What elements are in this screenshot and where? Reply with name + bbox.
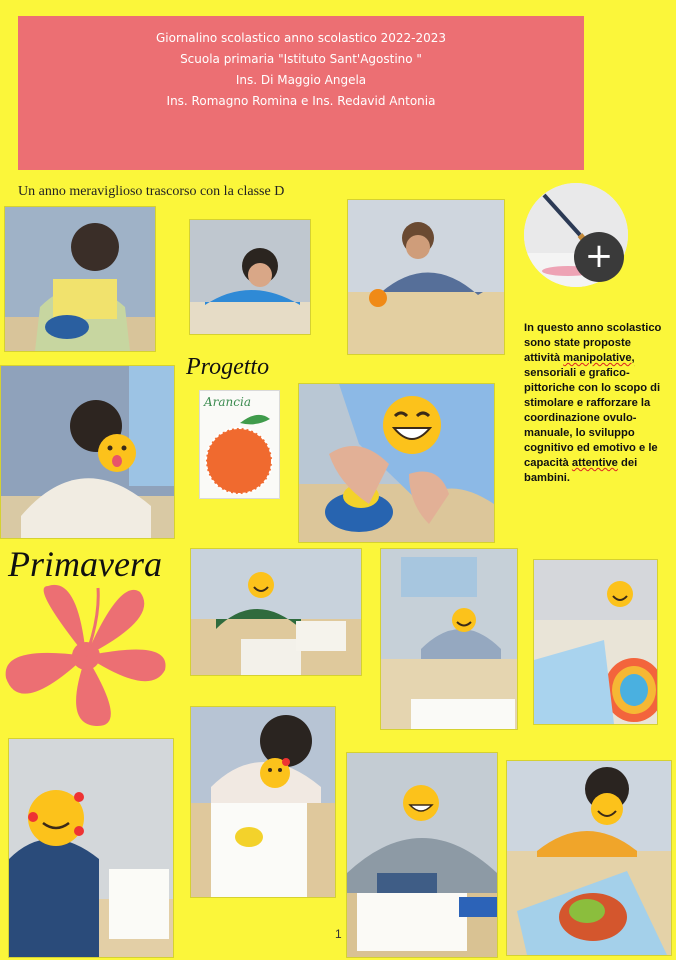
subtitle: Un anno meraviglioso trascorso con la classe D [18, 184, 285, 199]
header-line-4: Ins. Romagno Romina e Ins. Redavid Antonia [166, 94, 436, 108]
photo-boy-drawing [190, 548, 362, 676]
photo-bee-coloring [190, 706, 336, 898]
photo-child-heart-eyes [8, 738, 174, 958]
header-line-2: Scuola primaria "Istituto Sant'Agostino " [180, 52, 422, 66]
primavera-label: Primavera [8, 544, 162, 584]
description-part-3: sensoriali e grafico-pittoriche con lo scopo di stimolare e rafforzare la coordinazione ovulo-manuale, lo sviluppo cognitivo ed emotivo e le capacità [524, 367, 661, 469]
smiling-emoji-sticker [589, 791, 625, 827]
photo-boy-coloring-flower [346, 752, 498, 958]
smiling-emoji-sticker [451, 607, 477, 633]
smiling-emoji-sticker [96, 432, 138, 474]
smiling-emoji-sticker [606, 580, 634, 608]
hibiscus-flower-icon [0, 578, 172, 728]
photo-rainbow-painting [533, 559, 658, 725]
add-button[interactable] [574, 232, 624, 282]
project-description [524, 321, 670, 486]
photo-child-finger-painting [506, 760, 672, 956]
header-box [18, 16, 584, 170]
description-part-4: attentive [571, 457, 618, 469]
photo-child-painting-watercolor [380, 548, 518, 730]
grinning-emoji-sticker [381, 394, 443, 456]
photo-child-sticker-tongue [0, 365, 175, 539]
smiling-emoji-sticker [247, 571, 275, 599]
photo-squeezing-with-teacher [298, 383, 495, 543]
description-part-5: dei bambini. [524, 457, 638, 484]
drawing-caption: Arancia [204, 395, 251, 409]
header-line-3: Ins. Di Maggio Angela [235, 73, 367, 87]
page-number: 1 [335, 927, 342, 941]
progetto-label: Progetto [186, 354, 270, 380]
header-line-1: Giornalino scolastico anno scolastico 2022-2023 [155, 31, 447, 45]
photo-child-squeezing-orange [4, 206, 156, 352]
description-part-2: manipolative, [563, 352, 635, 364]
heart-face-emoji-sticker [25, 787, 87, 849]
description-part-1: In questo anno scolastico sono state proposte attività [524, 322, 662, 364]
kissing-emoji-sticker [259, 757, 291, 789]
orange-drawing [199, 390, 280, 499]
grinning-emoji-sticker [401, 783, 441, 823]
photo-child-tasting [189, 219, 311, 335]
plus-icon: + [584, 236, 614, 276]
photo-child-with-orange [347, 199, 505, 355]
